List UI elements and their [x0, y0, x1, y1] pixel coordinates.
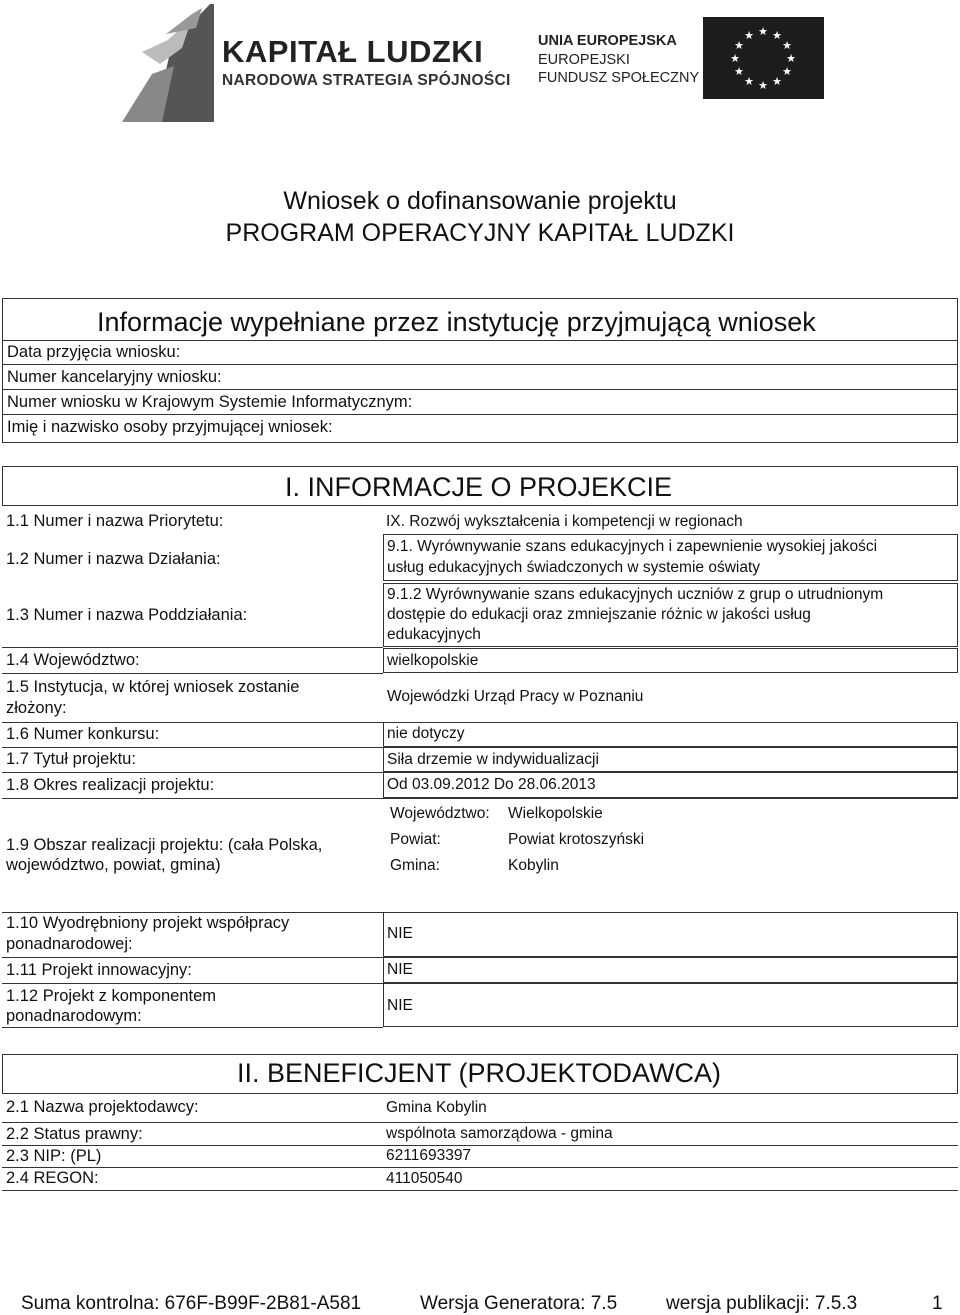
svg-text:★: ★ — [782, 39, 792, 52]
svg-text:★: ★ — [772, 29, 782, 42]
field-1-8-value: Od 03.09.2012 Do 28.06.2013 — [387, 776, 596, 793]
field-1-10-value-box — [383, 912, 958, 957]
intake-row-ksi-number: Numer wniosku w Krajowym Systemie Informatycznym: — [7, 393, 413, 411]
svg-text:★: ★ — [734, 39, 744, 52]
kapital-ludzki-logo-icon — [122, 4, 214, 122]
footer-page-number: 1 — [932, 1293, 943, 1314]
document-title-line1: Wniosek o dofinansowanie projektu — [283, 187, 677, 215]
field-2-2-label: 2.2 Status prawny: — [6, 1125, 143, 1143]
field-1-8-label: 1.8 Okres realizacji projektu: — [6, 776, 215, 794]
field-1-12-label-line2: ponadnarodowym: — [6, 1007, 142, 1025]
kapital-ludzki-subtitle: NARODOWA STRATEGIA SPÓJNOŚCI — [222, 72, 511, 89]
intake-info-box — [2, 298, 958, 443]
field-1-4-label: 1.4 Województwo: — [6, 651, 140, 669]
footer-generator-version: Wersja Generatora: 7.5 — [420, 1293, 618, 1314]
field-1-6-value: nie dotyczy — [387, 725, 465, 742]
field-1-9-voivodeship-label: Województwo: — [390, 805, 490, 822]
section1-heading: I. INFORMACJE O PROJEKCIE — [285, 472, 673, 502]
intake-row-office-number: Numer kancelaryjny wniosku: — [7, 368, 222, 386]
field-1-12-label-line1: 1.12 Projekt z komponentem — [6, 987, 217, 1005]
ue-logo-line1: UNIA EUROPEJSKA — [538, 33, 677, 49]
intake-row-receiver-name: Imię i nazwisko osoby przyjmującej wniosek: — [7, 418, 333, 436]
field-1-3-value-line2: dostępie do edukacji oraz zmniejszanie różnic w jakości usług — [387, 606, 811, 623]
field-1-9-county-label: Powiat: — [390, 831, 441, 848]
svg-text:★: ★ — [734, 65, 744, 78]
field-1-10-label-line2: ponadnarodowej: — [6, 935, 133, 953]
field-1-11-value-box — [383, 957, 958, 983]
field-1-10-label-line1: 1.10 Wyodrębniony projekt współpracy — [6, 914, 290, 932]
intake-row-date: Data przyjęcia wniosku: — [7, 343, 181, 361]
field-1-9-label-line2: województwo, powiat, gmina) — [6, 856, 221, 874]
eu-flag-icon — [703, 17, 824, 99]
field-2-1-value: Gmina Kobylin — [386, 1099, 487, 1116]
svg-text:★: ★ — [786, 52, 796, 65]
section2-heading: II. BENEFICJENT (PROJEKTODAWCA) — [237, 1058, 722, 1088]
field-1-6-value-box — [383, 722, 958, 747]
field-1-3-value-line3: edukacyjnych — [387, 626, 481, 643]
field-2-3-value: 6211693397 — [386, 1147, 472, 1164]
ue-logo-line2: EUROPEJSKI — [538, 52, 630, 68]
field-1-9-commune-label: Gmina: — [390, 857, 440, 874]
svg-text:★: ★ — [758, 25, 768, 38]
svg-text:★: ★ — [758, 79, 768, 92]
ue-logo-line3: FUNDUSZ SPOŁECZNY — [538, 70, 700, 86]
field-1-1-value: IX. Rozwój wykształcenia i kompetencji w regionach — [386, 513, 743, 530]
svg-text:★: ★ — [744, 75, 754, 88]
field-2-2-value: wspólnota samorządowa - gmina — [386, 1125, 613, 1142]
field-1-9-label-line1: 1.9 Obszar realizacji projektu: (cała Polska, — [6, 836, 323, 854]
field-1-9-commune-value: Kobylin — [508, 857, 559, 874]
footer-checksum: Suma kontrolna: 676F-B99F-2B81-A581 — [21, 1293, 362, 1314]
field-1-10-value: NIE — [387, 925, 413, 942]
field-1-5-label-line1: 1.5 Instytucja, w której wniosek zostanie — [6, 678, 300, 696]
field-1-4-value: wielkopolskie — [387, 652, 479, 669]
kapital-ludzki-title: KAPITAŁ LUDZKI — [222, 34, 484, 69]
svg-text:★: ★ — [744, 29, 754, 42]
field-1-7-value: Siła drzemie w indywidualizacji — [387, 751, 599, 768]
svg-text:★: ★ — [782, 65, 792, 78]
field-1-9-county-value: Powiat krotoszyński — [508, 831, 645, 848]
field-1-11-label: 1.11 Projekt innowacyjny: — [6, 961, 192, 979]
field-1-2-label: 1.2 Numer i nazwa Działania: — [6, 550, 221, 568]
footer-publication-version: wersja publikacji: 7.5.3 — [666, 1293, 858, 1314]
field-1-3-label: 1.3 Numer i nazwa Poddziałania: — [6, 606, 248, 624]
field-1-6-label: 1.6 Numer konkursu: — [6, 725, 160, 743]
field-1-12-value-box — [383, 983, 958, 1027]
field-1-12-value: NIE — [387, 997, 413, 1014]
document-title-line2: PROGRAM OPERACYJNY KAPITAŁ LUDZKI — [225, 219, 735, 247]
field-2-1-label: 2.1 Nazwa projektodawcy: — [6, 1098, 199, 1116]
field-1-2-value-line2: usług edukacyjnych świadczonych w systemie oświaty — [387, 559, 761, 576]
field-2-3-label: 2.3 NIP: (PL) — [6, 1147, 102, 1165]
svg-text:★: ★ — [730, 52, 740, 65]
intake-heading: Informacje wypełniane przez instytucję przyjmującą wniosek — [97, 307, 816, 337]
field-1-2-value-line1: 9.1. Wyrównywanie szans edukacyjnych i zapewnienie wysokiej jakości — [387, 538, 878, 555]
field-2-4-label: 2.4 REGON: — [6, 1169, 99, 1187]
svg-text:★: ★ — [772, 75, 782, 88]
field-1-1-label: 1.1 Numer i nazwa Priorytetu: — [6, 512, 224, 530]
field-1-5-value: Wojewódzki Urząd Pracy w Poznaniu — [387, 688, 644, 705]
field-1-5-label-line2: złożony: — [6, 699, 67, 717]
field-1-9-voivodeship-value: Wielkopolskie — [508, 805, 603, 822]
field-1-11-value: NIE — [387, 961, 413, 978]
field-1-7-label: 1.7 Tytuł projektu: — [6, 750, 136, 768]
field-2-4-value: 411050540 — [386, 1170, 463, 1187]
field-1-3-value-line1: 9.1.2 Wyrównywanie szans edukacyjnych uczniów z grup o utrudnionym — [387, 586, 884, 603]
